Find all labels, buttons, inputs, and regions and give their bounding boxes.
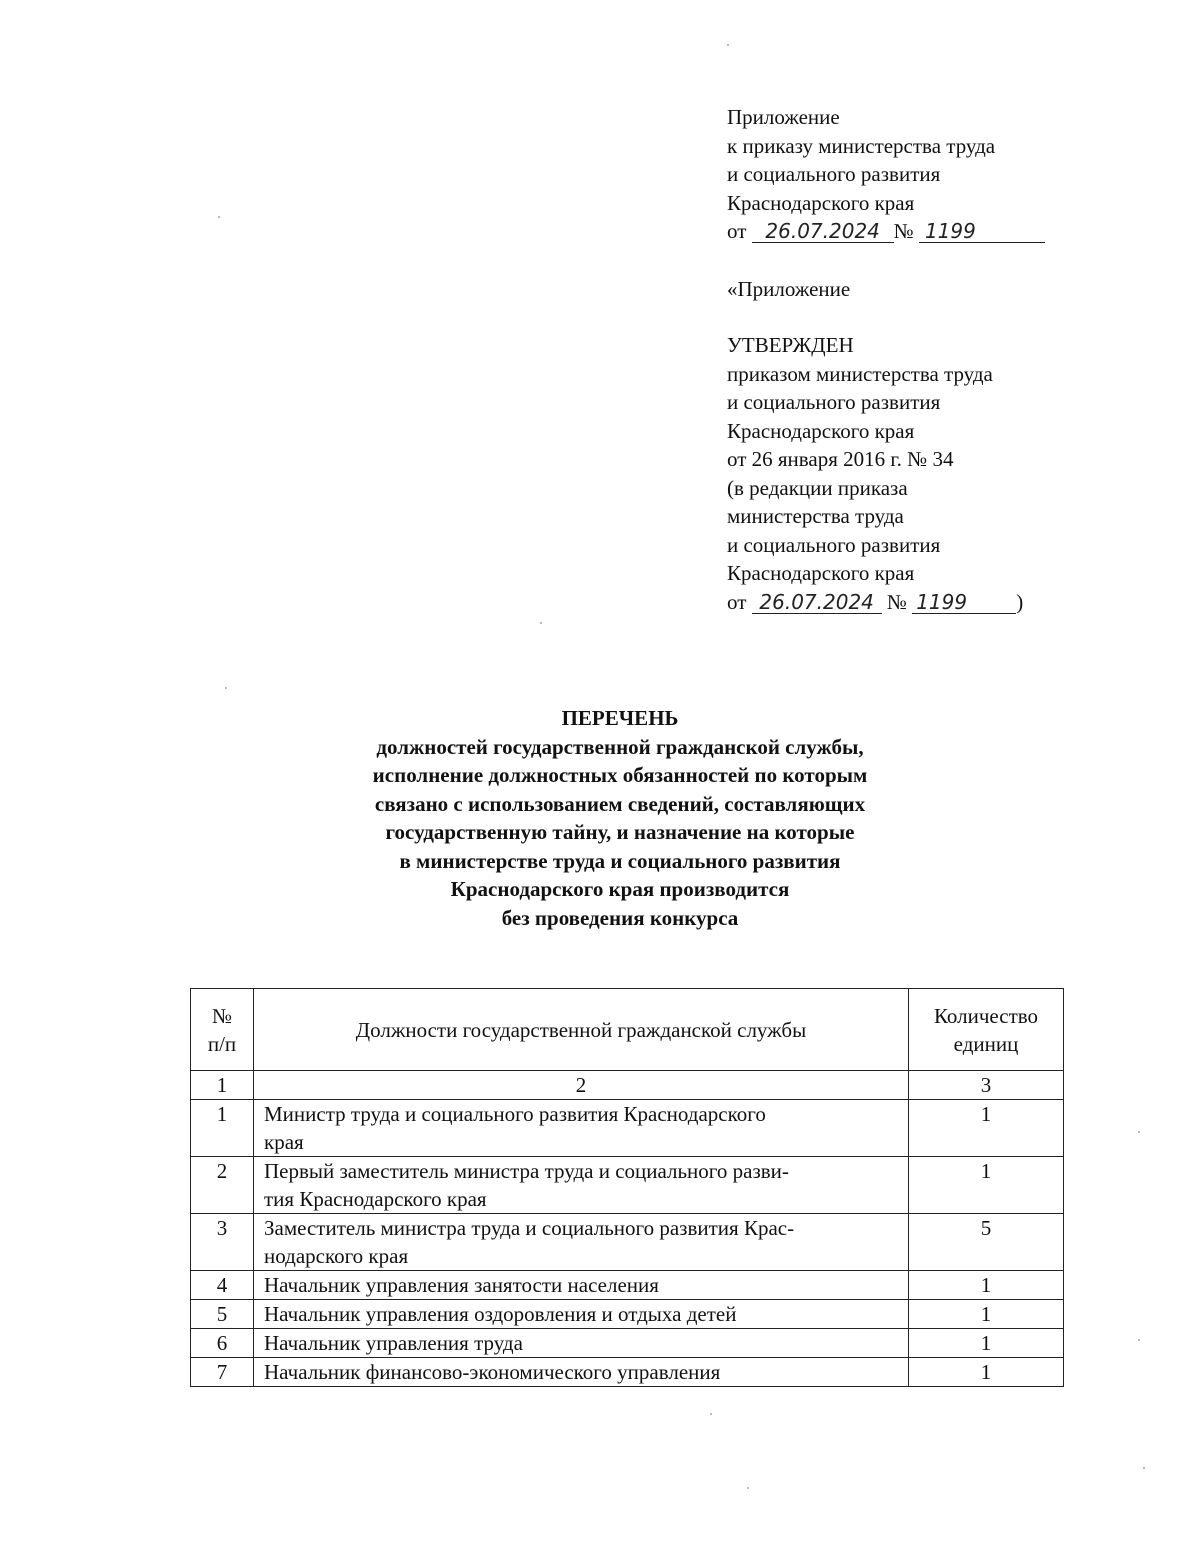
attachment-date-line — [727, 217, 1045, 246]
header-number-line: № — [211, 1003, 233, 1028]
attachment-line: Приложение — [727, 105, 840, 129]
header-number — [191, 989, 254, 1071]
quote-header-text: «Приложение — [727, 277, 851, 301]
position-name-line: края — [264, 1130, 304, 1154]
position-count: 1 — [909, 1300, 1064, 1329]
position-name: Начальник управления оздоровления и отдыха детей — [254, 1300, 909, 1329]
handwritten-number: 1199 — [912, 591, 1016, 614]
column-number: 2 — [254, 1071, 909, 1100]
number-sign: № — [886, 589, 907, 614]
title-line: связано с использованием сведений, составляющих — [374, 791, 866, 816]
row-number: 3 — [191, 1214, 254, 1271]
scan-speck — [1143, 1467, 1145, 1469]
table-row — [191, 1214, 1064, 1271]
scan-speck — [225, 687, 227, 689]
attachment-line: и социального развития — [727, 162, 941, 186]
header-count — [909, 989, 1064, 1071]
approved-line: Краснодарского края — [727, 418, 915, 443]
scan-speck — [727, 44, 729, 46]
row-number: 2 — [191, 1157, 254, 1214]
approved-date-line — [727, 588, 1023, 617]
document-title — [0, 704, 1200, 932]
position-count: 1 — [909, 1271, 1064, 1300]
title-line: исполнение должностных обязанностей по которым — [372, 763, 868, 787]
position-name: Начальник финансово-экономического управления — [254, 1358, 909, 1387]
handwritten-date: 26.07.2024 — [752, 220, 894, 243]
scan-speck — [747, 1487, 749, 1489]
title-heading: ПЕРЕЧЕНЬ — [561, 706, 679, 730]
column-number: 1 — [191, 1071, 254, 1100]
row-number: 6 — [191, 1329, 254, 1358]
scan-speck — [540, 622, 542, 624]
approved-line: и социального развития — [727, 390, 941, 414]
column-number-row — [191, 1071, 1064, 1100]
table-row — [191, 1358, 1064, 1387]
row-number: 4 — [191, 1271, 254, 1300]
quote-header — [727, 275, 850, 304]
position-name-line: тия Краснодарского края — [264, 1187, 487, 1211]
approved-line: приказом министерства труда — [727, 361, 993, 386]
position-count: 1 — [909, 1100, 1064, 1157]
header-count-line: единиц — [953, 1031, 1019, 1056]
number-sign: № — [893, 219, 914, 243]
approved-line: (в редакции приказа — [727, 475, 908, 500]
position-count: 1 — [909, 1358, 1064, 1387]
title-line: в министерстве труда и социального развития — [399, 848, 841, 873]
row-number: 7 — [191, 1358, 254, 1387]
approved-line: министерства труда — [727, 504, 904, 528]
position-name-line: Заместитель министра труда и социального развития Крас- — [264, 1216, 795, 1240]
approved-line: и социального развития — [727, 532, 941, 557]
header-position: Должности государственной гражданской службы — [254, 989, 909, 1071]
header-count-line: Количество — [933, 1003, 1039, 1028]
position-name — [254, 1100, 909, 1157]
table-row — [191, 1157, 1064, 1214]
position-name-line: Министр труда и социального развития Краснодарского — [264, 1102, 766, 1126]
position-name: Начальник управления труда — [254, 1329, 909, 1358]
positions-table — [190, 988, 1064, 1387]
attachment-line: к приказу министерства труда — [727, 133, 996, 158]
position-count: 5 — [909, 1214, 1064, 1271]
date-prefix: от — [727, 219, 747, 243]
title-line: Краснодарского края производится — [450, 877, 790, 901]
attachment-block — [727, 103, 1045, 246]
date-prefix: от — [727, 589, 747, 614]
table-header-row — [191, 989, 1064, 1071]
approved-line: УТВЕРЖДЕН — [727, 333, 854, 357]
table-row — [191, 1300, 1064, 1329]
scan-speck — [218, 216, 220, 218]
title-line: должностей государственной гражданской службы, — [376, 734, 864, 759]
position-name — [254, 1214, 909, 1271]
attachment-line: Краснодарского края — [727, 190, 915, 215]
table-row — [191, 1329, 1064, 1358]
approved-line: Краснодарского края — [727, 561, 915, 585]
row-number: 5 — [191, 1300, 254, 1329]
position-name: Начальник управления занятости населения — [254, 1271, 909, 1300]
title-line: без проведения конкурса — [501, 905, 739, 930]
position-name-line: нодарского края — [264, 1244, 409, 1268]
column-number: 3 — [909, 1071, 1064, 1100]
approved-line: от 26 января 2016 г. № 34 — [727, 447, 954, 471]
scan-speck — [710, 1413, 712, 1415]
position-name-line: Первый заместитель министра труда и социального разви- — [264, 1159, 789, 1183]
header-number-line: п/п — [207, 1031, 237, 1056]
approved-block — [727, 331, 1023, 616]
handwritten-date: 26.07.2024 — [752, 591, 882, 614]
closing-paren: ) — [1016, 589, 1024, 614]
table-row — [191, 1271, 1064, 1300]
title-line: государственную тайну, и назначение на которые — [385, 820, 855, 844]
scan-speck — [1138, 1131, 1140, 1133]
row-number: 1 — [191, 1100, 254, 1157]
position-count: 1 — [909, 1157, 1064, 1214]
position-count: 1 — [909, 1329, 1064, 1358]
scan-speck — [1138, 1339, 1140, 1341]
position-name — [254, 1157, 909, 1214]
handwritten-number: 1199 — [919, 220, 1045, 243]
table-row — [191, 1100, 1064, 1157]
